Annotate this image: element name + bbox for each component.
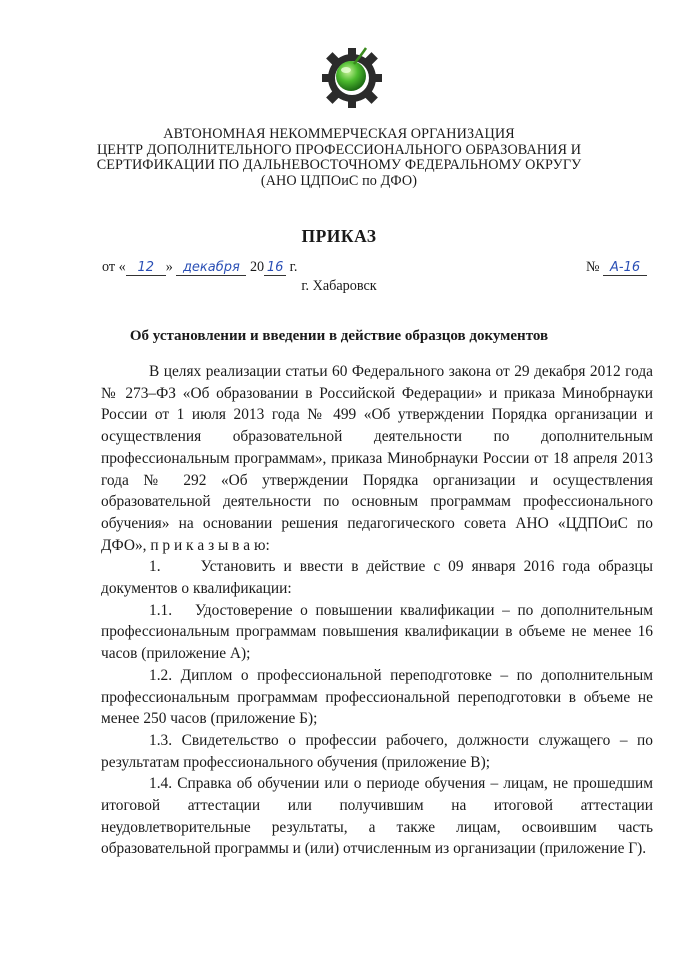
org-line: АВТОНОМНАЯ НЕКОММЕРЧЕСКАЯ ОРГАНИЗАЦИЯ [163,126,515,142]
clause-1-3: 1.3. Свидетельство о профессии рабочего, должности служащего – по результатам профессионального обучения (приложение В); [101,731,653,771]
clause-1-2: 1.2. Диплом о профессиональной переподготовке – по дополнительным профессиональным программам профессиональной переподготовки в объеме не менее 250 часов (приложение Б); [101,666,653,728]
clause-1: 1. Установить и ввести в действие с 09 января 2016 года образцы документов о квалификации: [101,558,657,598]
document-title: ПРИКАЗ [301,226,377,246]
org-line: СЕРТИФИКАЦИИ ПО ДАЛЬНЕВОСТОЧНОМУ ФЕДЕРАЛЬНОМУ ОКРУГУ [96,157,582,173]
date-mid: » [165,259,173,275]
date-month: декабря [176,261,246,276]
date-prefix: от « [102,259,126,275]
organization-header [0,127,678,189]
clause-1-1: 1.1. Удостоверение о повышении квалификации – по дополнительным профессиональным программам повышения квалификации в объеме не менее 16 часов (приложение А); [101,601,657,663]
date-day: 12 [126,261,166,276]
preamble-paragraph: В целях реализации статьи 60 Федерального закона от 29 декабря 2012 года № 273–ФЗ «Об образовании в Российской Федерации» и приказа Минобрнауки России от 1 июля 2013 года № 499 «Об утверждении Порядка организации и осуществления образовательной деятельности по дополнительным профессиональным программам», приказа Минобрнауки России от 18 апреля 2013 года № 292 «Об утверждении Порядка организации и осуществления образовательной деятельности по основным программам профессионального обучения» на основании решения педагогического совета АНО «ЦДПОиС по ДФО», п р и к а з ы в а ю: [101,363,653,554]
order-date [102,259,297,276]
clause-1-4: 1.4. Справка об обучении или о периоде обучения – лицам, не прошедшим итоговой аттестации или получившим на итоговой аттестации неудовлетворительные результаты, а также лицам, освоившим часть образовательной программы и (или) отчисленным из организации (приложение Г). [101,775,653,858]
date-year-prefix: 20 [249,259,265,275]
org-line: (АНО ЦДПОиС по ДФО) [260,172,418,189]
organization-logo-icon [318,42,386,110]
order-subject: Об установлении и введении в действие образцов документов [129,328,549,344]
date-year-suffix: 16 [264,261,286,276]
document-body [101,361,657,860]
city: г. Хабаровск [301,278,377,294]
number-label: № [586,259,600,275]
date-suffix: г. [289,259,298,275]
number-value: А-16 [603,261,647,276]
org-line: ЦЕНТР ДОПОЛНИТЕЛЬНОГО ПРОФЕССИОНАЛЬНОГО ОБРАЗОВАНИЯ И [96,141,582,158]
order-number [586,259,647,276]
